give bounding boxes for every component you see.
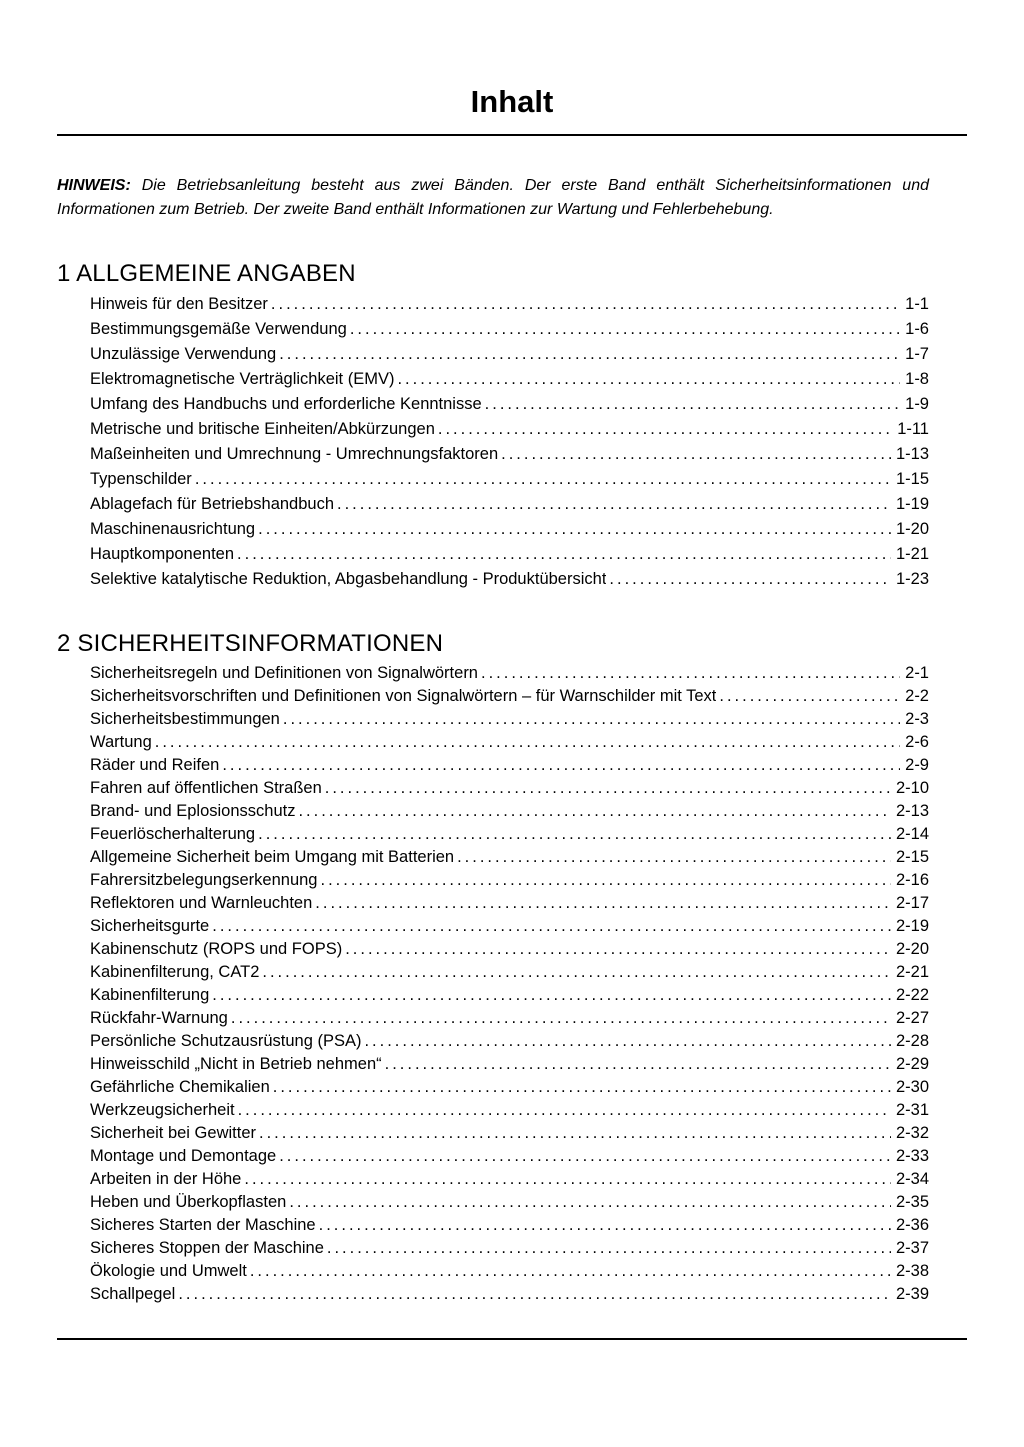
toc-entry-row: [90, 517, 929, 542]
entry-title: Schallpegel: [90, 1285, 176, 1303]
entry-title: Maschinenausrichtung: [90, 520, 256, 538]
entry-page-number: 2-3: [905, 710, 929, 728]
dot-leader: [485, 392, 900, 417]
dot-leader: [345, 938, 891, 961]
entry-title: Metrische und britische Einheiten/Abkürzungen: [90, 420, 435, 438]
dot-leader: [212, 984, 891, 1007]
entry-title: Reflektoren und Warnleuchten: [90, 894, 313, 912]
entry-page-number: 2-27: [895, 1009, 929, 1027]
entry-title: Kabinenfilterung: [90, 986, 210, 1004]
dot-leader: [212, 915, 891, 938]
dot-leader: [273, 1076, 891, 1099]
toc-entry-row: [90, 342, 929, 367]
dot-leader: [438, 417, 892, 442]
entry-page-number: 2-33: [895, 1147, 929, 1165]
toc-entry-row: [90, 708, 929, 731]
dot-leader: [279, 1145, 891, 1168]
entry-title: Räder und Reifen: [90, 756, 220, 774]
dot-leader: [719, 685, 900, 708]
entry-page-number: 2-17: [895, 894, 929, 912]
entry-page-number: 2-30: [895, 1078, 929, 1096]
entry-page-number: 1-23: [895, 570, 929, 588]
dot-leader: [237, 542, 891, 567]
dot-leader: [609, 567, 891, 592]
dot-leader: [320, 869, 890, 892]
entry-title: Selektive katalytische Reduktion, Abgasbehandlung - Produktübersicht: [90, 570, 607, 588]
dot-leader: [271, 292, 900, 317]
toc-entry-row: [90, 367, 929, 392]
dot-leader: [298, 800, 891, 823]
entry-title: Umfang des Handbuchs und erforderliche Kenntnisse: [90, 395, 482, 413]
dot-leader: [350, 317, 900, 342]
dot-leader: [397, 367, 900, 392]
title-divider: [57, 134, 967, 136]
dot-leader: [279, 342, 900, 367]
dot-leader: [262, 961, 891, 984]
page-title: Inhalt: [470, 84, 554, 119]
entry-title: Fahren auf öffentlichen Straßen: [90, 779, 322, 797]
toc-entry-row: [90, 392, 929, 417]
entry-title: Sicherheitsbestimmungen: [90, 710, 280, 728]
toc-entry-row: [90, 492, 929, 517]
entry-page-number: 2-9: [905, 756, 929, 774]
toc-entry-row: [90, 317, 929, 342]
toc-entry-row: [90, 662, 929, 685]
entry-page-number: 2-20: [895, 940, 929, 958]
toc-entry-row: [90, 869, 929, 892]
section-heading: 1 ALLGEMEINE ANGABEN: [57, 260, 356, 287]
entry-title: Sicherheitsvorschriften und Definitionen von Signalwörtern – für Warnschilder mit Text: [90, 687, 717, 705]
toc-entry-row: [90, 777, 929, 800]
footer-divider: [57, 1338, 967, 1340]
dot-leader: [481, 662, 900, 685]
toc-entry-row: [90, 938, 929, 961]
entry-page-number: 2-39: [895, 1285, 929, 1303]
toc-entry-row: [90, 1237, 929, 1260]
toc-entry-row: [90, 1145, 929, 1168]
entry-title: Kabinenschutz (ROPS und FOPS): [90, 940, 343, 958]
entry-page-number: 2-16: [895, 871, 929, 889]
notice-label: HINWEIS:: [57, 177, 131, 194]
entry-title: Sicheres Stoppen der Maschine: [90, 1239, 324, 1257]
entry-page-number: 1-1: [905, 295, 929, 313]
toc-entry-row: [90, 961, 929, 984]
toc-entry-row: [90, 846, 929, 869]
entry-page-number: 1-20: [895, 520, 929, 538]
toc-entry-row: [90, 1168, 929, 1191]
toc-sections: [57, 260, 967, 1306]
dot-leader: [283, 708, 900, 731]
entry-title: Typenschilder: [90, 470, 192, 488]
dot-leader: [337, 492, 891, 517]
toc-entry-row: [90, 567, 929, 592]
entry-title: Werkzeugsicherheit: [90, 1101, 235, 1119]
entry-page-number: 2-28: [895, 1032, 929, 1050]
dot-leader: [258, 517, 891, 542]
entry-page-number: 1-13: [895, 445, 929, 463]
toc-entry-row: [90, 1260, 929, 1283]
dot-leader: [289, 1191, 891, 1214]
toc-entry-row: [90, 1283, 929, 1306]
entry-page-number: 2-29: [895, 1055, 929, 1073]
section-entries: [90, 662, 929, 1306]
entry-title: Sicherheitsregeln und Definitionen von Signalwörtern: [90, 664, 478, 682]
entry-page-number: 2-10: [895, 779, 929, 797]
toc-entry-row: [90, 542, 929, 567]
entry-page-number: 1-15: [895, 470, 929, 488]
dot-leader: [319, 1214, 891, 1237]
toc-entry-row: [90, 731, 929, 754]
dot-leader: [501, 442, 891, 467]
dot-leader: [244, 1168, 891, 1191]
entry-title: Rückfahr-Warnung: [90, 1009, 228, 1027]
entry-title: Ablagefach für Betriebshandbuch: [90, 495, 335, 513]
dot-leader: [258, 823, 891, 846]
entry-title: Persönliche Schutzausrüstung (PSA): [90, 1032, 362, 1050]
toc-section: [57, 260, 967, 592]
entry-page-number: 2-22: [895, 986, 929, 1004]
dot-leader: [250, 1260, 891, 1283]
entry-page-number: 1-8: [905, 370, 929, 388]
dot-leader: [385, 1053, 891, 1076]
entry-title: Arbeiten in der Höhe: [90, 1170, 242, 1188]
toc-entry-row: [90, 1053, 929, 1076]
entry-page-number: 2-32: [895, 1124, 929, 1142]
dot-leader: [457, 846, 891, 869]
entry-page-number: 2-1: [905, 664, 929, 682]
entry-title: Gefährliche Chemikalien: [90, 1078, 270, 1096]
entry-title: Sicherheit bei Gewitter: [90, 1124, 256, 1142]
toc-entry-row: [90, 442, 929, 467]
entry-title: Brand- und Eplosionsschutz: [90, 802, 296, 820]
entry-title: Kabinenfilterung, CAT2: [90, 963, 260, 981]
entry-page-number: 1-21: [895, 545, 929, 563]
entry-title: Sicheres Starten der Maschine: [90, 1216, 316, 1234]
dot-leader: [327, 1237, 891, 1260]
dot-leader: [315, 892, 891, 915]
toc-entry-row: [90, 823, 929, 846]
entry-title: Hinweis für den Besitzer: [90, 295, 268, 313]
entry-title: Wartung: [90, 733, 152, 751]
toc-entry-row: [90, 1076, 929, 1099]
entry-title: Hinweisschild „Nicht in Betrieb nehmen“: [90, 1055, 382, 1073]
toc-entry-row: [90, 1030, 929, 1053]
toc-section: [57, 630, 967, 1306]
dot-leader: [195, 467, 891, 492]
dot-leader: [231, 1007, 891, 1030]
toc-entry-row: [90, 754, 929, 777]
dot-leader: [155, 731, 900, 754]
notice-paragraph: [57, 174, 929, 222]
toc-entry-row: [90, 467, 929, 492]
toc-entry-row: [90, 984, 929, 1007]
entry-title: Montage und Demontage: [90, 1147, 277, 1165]
entry-page-number: 1-9: [905, 395, 929, 413]
notice-text: Die Betriebsanleitung besteht aus zwei Bänden. Der erste Band enthält Sicherheitsinformationen und Informationen zum Betrieb. Der zweite Band enthält Informationen zur Wartung und Fehlerbehebung.: [57, 177, 929, 218]
toc-entry-row: [90, 417, 929, 442]
dot-leader: [178, 1283, 891, 1306]
entry-title: Fahrersitzbelegungserkennung: [90, 871, 318, 889]
entry-title: Feuerlöscherhalterung: [90, 825, 256, 843]
entry-page-number: 2-38: [895, 1262, 929, 1280]
section-heading: 2 SICHERHEITSINFORMATIONEN: [57, 630, 444, 657]
toc-entry-row: [90, 800, 929, 823]
entry-page-number: 2-13: [895, 802, 929, 820]
entry-title: Maßeinheiten und Umrechnung - Umrechnungsfaktoren: [90, 445, 499, 463]
entry-title: Heben und Überkopflasten: [90, 1193, 287, 1211]
entry-page-number: 1-11: [897, 420, 929, 438]
toc-entry-row: [90, 1214, 929, 1237]
entry-title: Hauptkomponenten: [90, 545, 235, 563]
entry-page-number: 2-15: [895, 848, 929, 866]
entry-title: Unzulässige Verwendung: [90, 345, 277, 363]
entry-title: Ökologie und Umwelt: [90, 1262, 247, 1280]
entry-page-number: 2-14: [895, 825, 929, 843]
dot-leader: [364, 1030, 891, 1053]
dot-leader: [259, 1122, 891, 1145]
dot-leader: [325, 777, 891, 800]
entry-page-number: 2-34: [895, 1170, 929, 1188]
toc-entry-row: [90, 1191, 929, 1214]
entry-title: Elektromagnetische Verträglichkeit (EMV): [90, 370, 395, 388]
toc-entry-row: [90, 1099, 929, 1122]
toc-entry-row: [90, 892, 929, 915]
dot-leader: [222, 754, 900, 777]
entry-page-number: 2-21: [895, 963, 929, 981]
entry-title: Bestimmungsgemäße Verwendung: [90, 320, 347, 338]
entry-page-number: 2-6: [905, 733, 929, 751]
toc-entry-row: [90, 915, 929, 938]
toc-entry-row: [90, 1122, 929, 1145]
toc-entry-row: [90, 685, 929, 708]
entry-page-number: 1-6: [905, 320, 929, 338]
entry-page-number: 2-31: [895, 1101, 929, 1119]
entry-title: Sicherheitsgurte: [90, 917, 210, 935]
entry-page-number: 2-2: [905, 687, 929, 705]
entry-page-number: 2-35: [895, 1193, 929, 1211]
entry-page-number: 1-7: [905, 345, 929, 363]
entry-title: Allgemeine Sicherheit beim Umgang mit Batterien: [90, 848, 455, 866]
toc-entry-row: [90, 292, 929, 317]
entry-page-number: 2-37: [895, 1239, 929, 1257]
entry-page-number: 2-36: [895, 1216, 929, 1234]
entry-page-number: 2-19: [895, 917, 929, 935]
dot-leader: [238, 1099, 891, 1122]
section-entries: [90, 292, 929, 592]
toc-entry-row: [90, 1007, 929, 1030]
entry-page-number: 1-19: [895, 495, 929, 513]
